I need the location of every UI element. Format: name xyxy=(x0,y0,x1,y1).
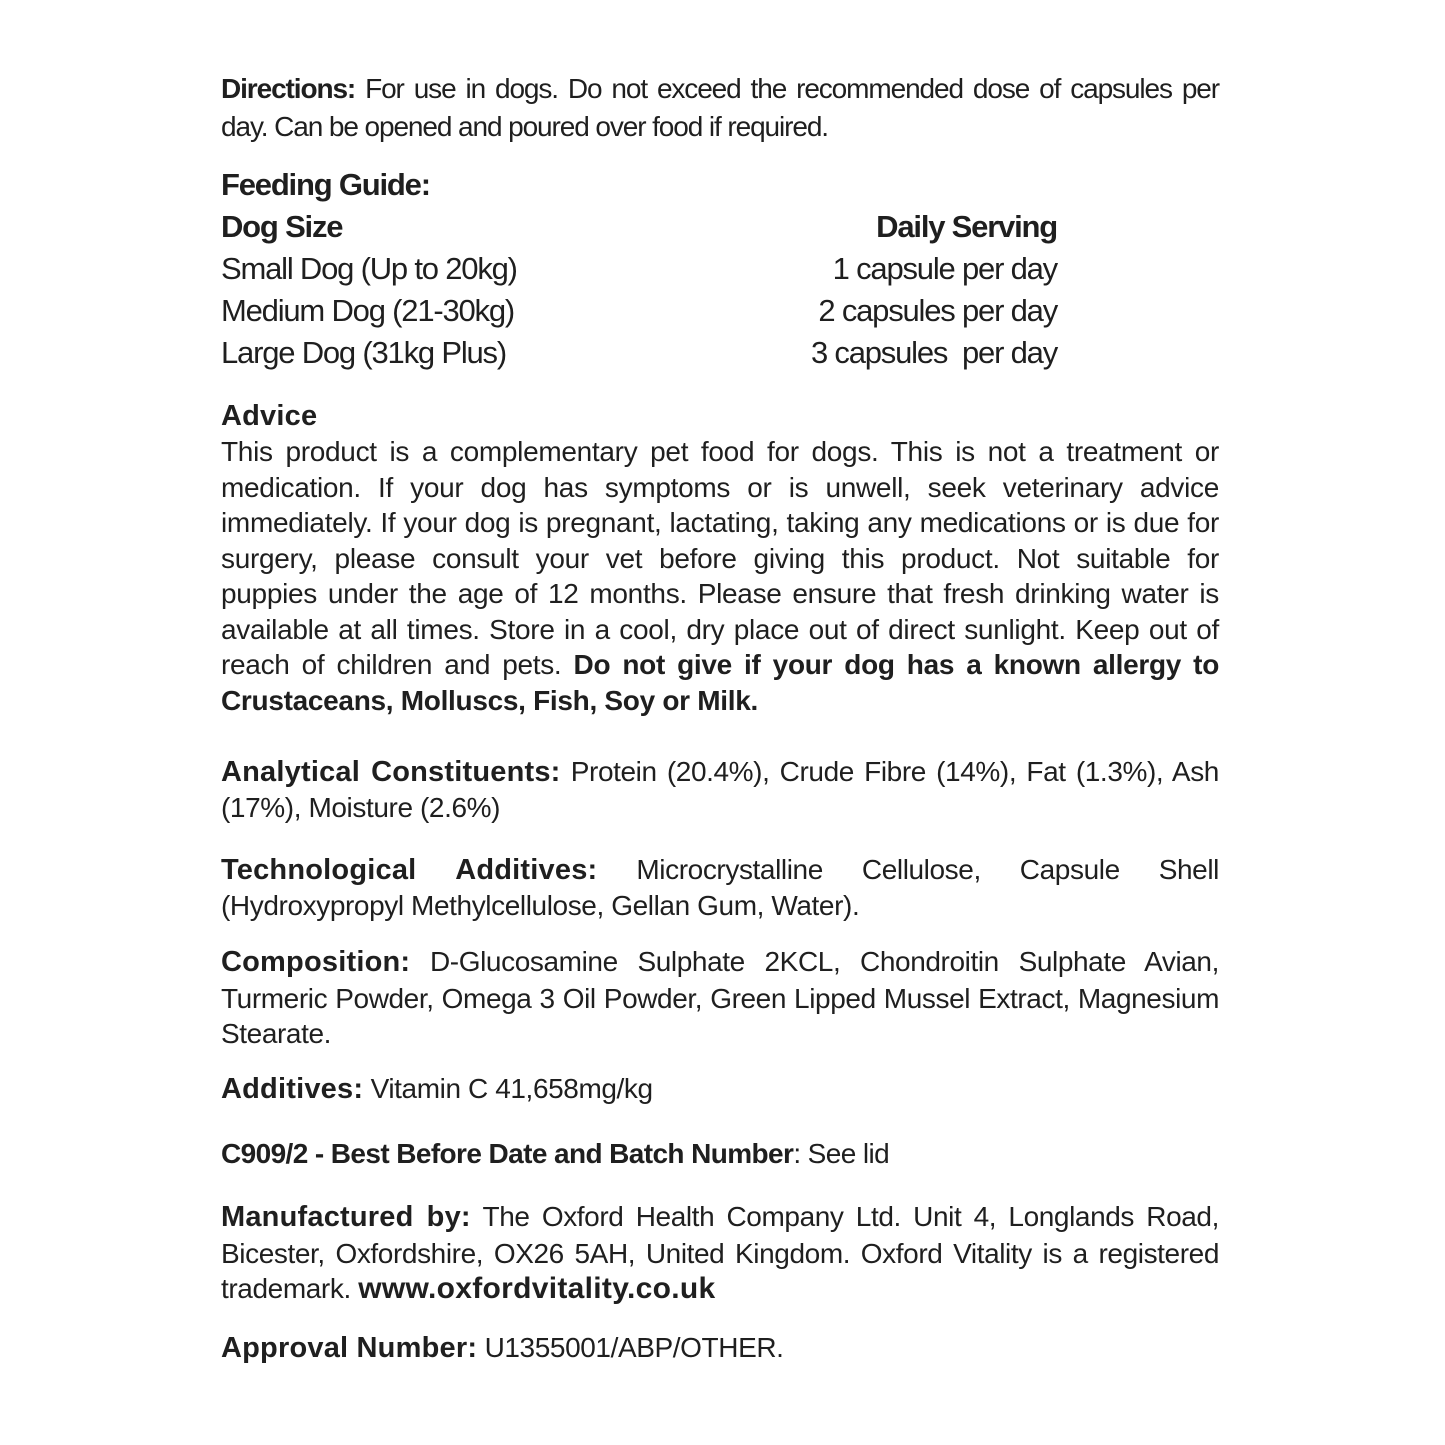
advice-heading: Advice xyxy=(221,400,318,432)
table-row xyxy=(221,332,1057,374)
approval-section xyxy=(221,1330,1219,1366)
approval-heading: Approval Number: xyxy=(221,1332,478,1364)
additives-text: Vitamin C 41,658mg/kg xyxy=(370,1073,653,1104)
analytical-heading: Analytical Constituents: xyxy=(221,756,561,788)
advice-text: This product is a complementary pet food for dogs. This is not a treatment or medication. If your dog has symptoms or is unwell, seek veterinary advice immediately. If your dog is pregnant, lactating, taking any medications or is due for surgery, please consult your vet before giving this product. Not suitable for puppies under the age of 12 months. Please ensure that fresh drinking water is available at all times. Store in a cool, dry place out of direct sunlight. Keep out of reach of children and pets. xyxy=(221,436,1219,680)
technological-additives-section xyxy=(221,852,1219,924)
technological-text: Microcrystalline Cellulose, Capsule Shell (Hydroxypropyl Methylcellulose, Gellan Gum, Water). xyxy=(221,854,1219,921)
dog-size-cell: Large Dog (31kg Plus) xyxy=(221,335,506,370)
column-dog-size: Dog Size xyxy=(221,209,343,244)
analytical-text: Protein (20.4%), Crude Fibre (14%), Fat (1.3%), Ash (17%), Moisture (2.6%) xyxy=(221,756,1219,823)
manufacturer-section xyxy=(221,1199,1219,1307)
dog-size-cell: Medium Dog (21-30kg) xyxy=(221,293,515,328)
manufactured-heading: Manufactured by: xyxy=(221,1201,471,1233)
serving-cell: 1 capsule per day xyxy=(832,251,1057,286)
column-daily-serving: Daily Serving xyxy=(876,209,1057,244)
feeding-table-header xyxy=(221,206,1057,248)
directions-heading: Directions: xyxy=(221,73,356,104)
serving-cell: 3 capsules per day xyxy=(810,335,1057,370)
table-row xyxy=(221,290,1057,332)
analytical-constituents-section xyxy=(221,754,1219,825)
composition-text: D-Glucosamine Sulphate 2KCL, Chondroitin Sulphate Avian, Turmeric Powder, Omega 3 Oil Powder, Green Lipped Mussel Extract, Magnesium Stearate. xyxy=(221,946,1219,1049)
directions-text: For use in dogs. Do not exceed the recommended dose of capsules per day. Can be opened and poured over food if required. xyxy=(221,73,1219,142)
additives-section xyxy=(221,1071,1219,1107)
directions-section xyxy=(221,70,1219,146)
additives-heading: Additives: xyxy=(221,1073,364,1105)
manufactured-text: The Oxford Health Company Ltd. Unit 4, Longlands Road, Bicester, Oxfordshire, OX26 5AH, United Kingdom. Oxford Vitality is a registered trademark. xyxy=(221,1201,1219,1304)
allergy-warning: Do not give if your dog has a known allergy to Crustaceans, Molluscs, Fish, Soy or Milk. xyxy=(221,649,1220,716)
table-row xyxy=(221,248,1057,290)
feeding-guide-heading: Feeding Guide: xyxy=(221,167,430,202)
serving-cell: 2 capsules per day xyxy=(818,293,1057,328)
approval-text: U1355001/ABP/OTHER. xyxy=(484,1332,784,1363)
advice-section xyxy=(221,398,1219,718)
feeding-guide-section xyxy=(221,164,1219,374)
website-link[interactable]: www.oxfordvitality.co.uk xyxy=(358,1272,716,1305)
best-before-text: : See lid xyxy=(793,1138,890,1169)
best-before-heading: C909/2 - Best Before Date and Batch Number xyxy=(221,1138,794,1169)
composition-heading: Composition: xyxy=(221,946,411,978)
composition-section xyxy=(221,944,1219,1052)
technological-heading: Technological Additives: xyxy=(221,854,598,886)
dog-size-cell: Small Dog (Up to 20kg) xyxy=(221,251,517,286)
best-before-section xyxy=(221,1136,1219,1172)
